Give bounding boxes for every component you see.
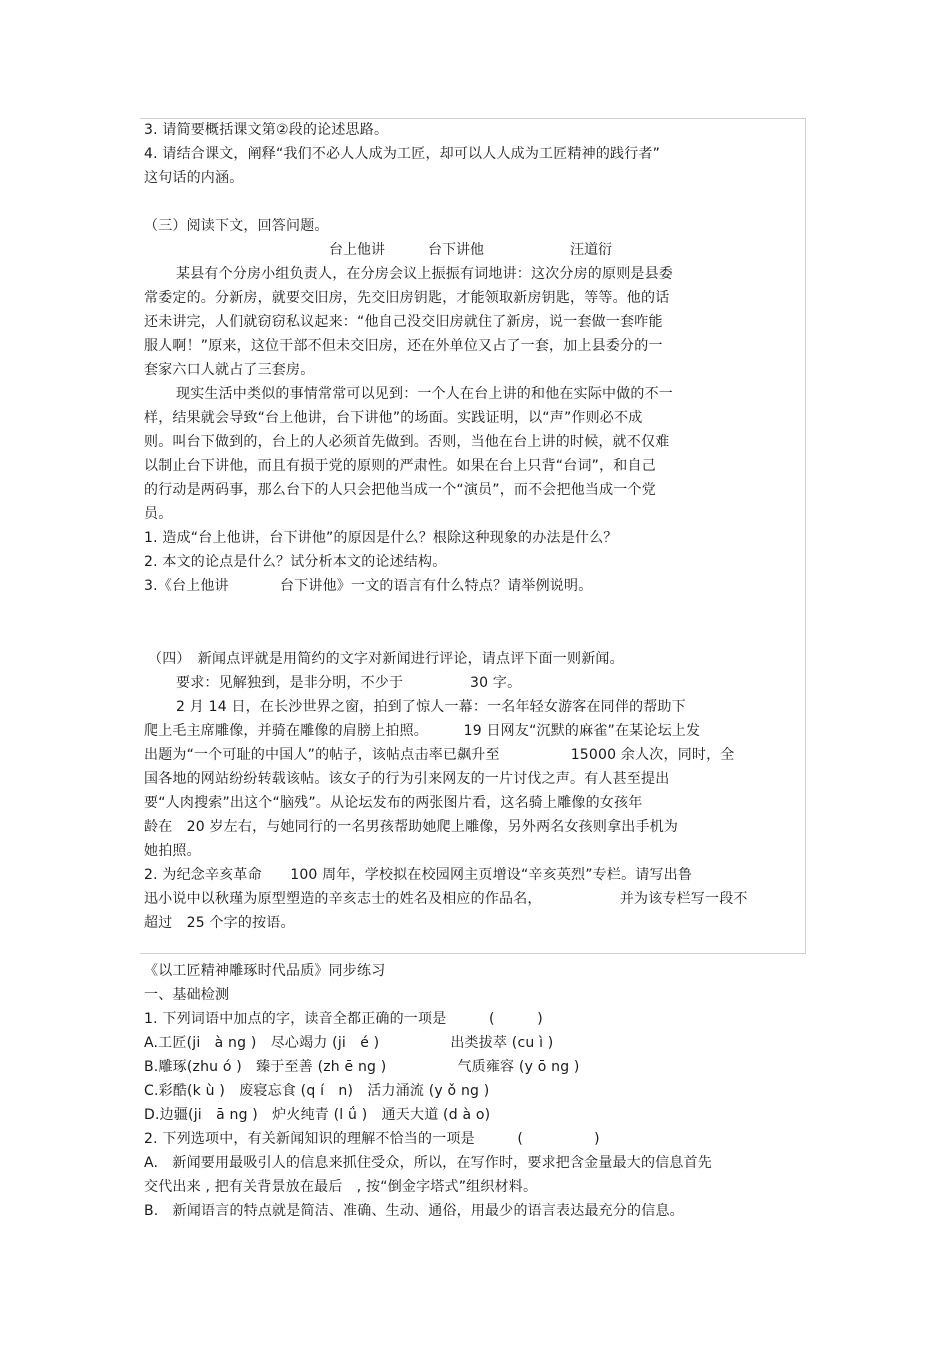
- q2-option-a-line-1: A. 新闻要用最吸引人的信息来抓住受众，所以，在写作时，要求把含金量最大的信息首先: [144, 1155, 712, 1171]
- para2-line: 现实生活中类似的事情常常可以见到：一个人在台上讲的和他在实际中做的不一: [176, 386, 673, 402]
- section-3-question-2: 2. 本文的论点是什么？试分析本文的论述结构。: [144, 554, 447, 570]
- exercise-title: 《以工匠精神雕琢时代品质》同步练习: [144, 963, 386, 979]
- news-line: 国各地的网站纷纷转载该帖。该女子的行为引来网友的一片讨伐之声。有人甚至提出: [144, 771, 670, 787]
- exercise-question-2: 2. 下列选项中，有关新闻知识的理解不恰当的一项是 ( ): [144, 1131, 600, 1147]
- exercise-question-1: 1. 下列词语中加点的字，读音全都正确的一项是 ( ): [144, 1011, 543, 1027]
- article-author: 汪道衍: [570, 242, 612, 258]
- article-title-part-1: 台上他讲: [329, 242, 385, 258]
- option-b: B.雕琢(zhu ó ) 臻于至善 (zh ē ng ) 气质雍容 (y ō ng ): [144, 1059, 580, 1075]
- para1-line: 还未讲完，人们就窃窃私议起来：“他自己没交旧房就住了新房，说一套做一套咋能: [144, 314, 663, 330]
- news-line: 爬上毛主席雕像，并骑在雕像的肩膀上拍照。 19 日网友“沉默的麻雀”在某论坛上发: [144, 723, 701, 739]
- section-4-question-2-line: 迅小说中以秋瑾为原型塑造的辛亥志士的姓名及相应的作品名， 并为该专栏写一段不: [144, 891, 748, 907]
- news-line: 龄在 20 岁左右，与她同行的一名男孩帮助她爬上雕像，另外两名女孩则拿出手机为: [144, 819, 679, 835]
- q2-option-a-line-2: 交代出来 , 把有关背景放在最后 , 按“倒金字塔式”组织材料。: [144, 1179, 538, 1195]
- para1-line: 服人啊！”原来，这位干部不但未交旧房，还在外单位又占了一套，加上县委分的一: [144, 338, 663, 354]
- option-a: A.工匠(ji à ng ) 尽心竭力 (ji é ) 出类拔萃 (cu ì ): [144, 1035, 554, 1051]
- para2-line: 以制止台下讲他，而且有损于党的原则的严肃性。如果在台上只背“台词”，和自己: [144, 458, 656, 474]
- section-4-requirement: 要求：见解独到，是非分明，不少于: [176, 675, 404, 691]
- para1-line: 常委定的。分新房，就要交旧房，先交旧房钥匙，才能领取新房钥匙，等等。他的话: [144, 290, 670, 306]
- news-line: 要“人肉搜索”出这个“脑残”。从论坛发布的两张图片看，这名骑上雕像的女孩年: [144, 795, 643, 811]
- news-line: 出题为“一个可耻的中国人”的帖子，该帖点击率已飙升至 15000 余人次，同时，全: [144, 747, 735, 763]
- q2-option-b: B. 新闻语言的特点就是简洁、准确、生动、通俗，用最少的语言表达最充分的信息。: [144, 1203, 684, 1219]
- section-3-heading: （三）阅读下文，回答问题。: [144, 218, 329, 234]
- section-3-question-3-part-1: 3.《台上他讲: [144, 578, 229, 594]
- news-line: 2 月 14 日，在长沙世界之窗，拍到了惊人一幕：一名年轻女游客在同伴的帮助下: [176, 699, 686, 715]
- para1-line: 某县有个分房小组负责人，在分房会议上振振有词地讲：这次分房的原则是县委: [176, 266, 673, 282]
- para2-line: 的行动是两码事，那么台下的人只会把他当成一个“演员”，而不会把他当成一个党: [144, 482, 656, 498]
- section-4-heading: （四） 新闻点评就是用简约的文字对新闻进行评论，请点评下面一则新闻。: [148, 651, 624, 667]
- news-line: 她拍照。: [144, 843, 201, 859]
- question-4-line-2: 这句话的内涵。: [144, 170, 244, 186]
- option-d: D.边疆(ji ā ng ) 炉火纯青 (l ǘ ) 通天大道 (d à o): [144, 1107, 491, 1123]
- option-c: C.彩酷(k ù ) 废寝忘食 (q í n) 活力涌流 (y ǒ ng ): [144, 1083, 490, 1099]
- section-3-question-3-part-2: 台下讲他》一文的语言有什么特点？请举例说明。: [280, 578, 593, 594]
- section-4-question-2-line: 超过 25 个字的按语。: [144, 915, 295, 931]
- section-4-requirement-count: 30 字。: [470, 675, 522, 691]
- section-4-question-2-line: 2. 为纪念辛亥革命 100 周年，学校拟在校园网主页增设“辛亥英烈”专栏。请写出鲁: [144, 867, 693, 883]
- section-3-question-1: 1. 造成“台上他讲，台下讲他”的原因是什么？根除这种现象的办法是什么？: [144, 530, 618, 546]
- para2-line: 则。叫台下做到的，台上的人必须首先做到。否则，当他在台上讲的时候，就不仅难: [144, 434, 670, 450]
- exercise-section-1: 一、基础检测: [144, 987, 230, 1003]
- question-4-line-1: 4. 请结合课文，阐释“我们不必人人成为工匠，却可以人人成为工匠精神的践行者”: [144, 146, 661, 162]
- para2-line: 员。: [144, 506, 173, 522]
- article-title-part-2: 台下讲他: [428, 242, 484, 258]
- para2-line: 样，结果就会导致“台上他讲，台下讲他”的场面。实践证明，以“声”作则必不成: [144, 410, 643, 426]
- para1-line: 套家六口人就占了三套房。: [144, 362, 315, 378]
- question-3: 3. 请简要概括课文第②段的论述思路。: [144, 122, 389, 138]
